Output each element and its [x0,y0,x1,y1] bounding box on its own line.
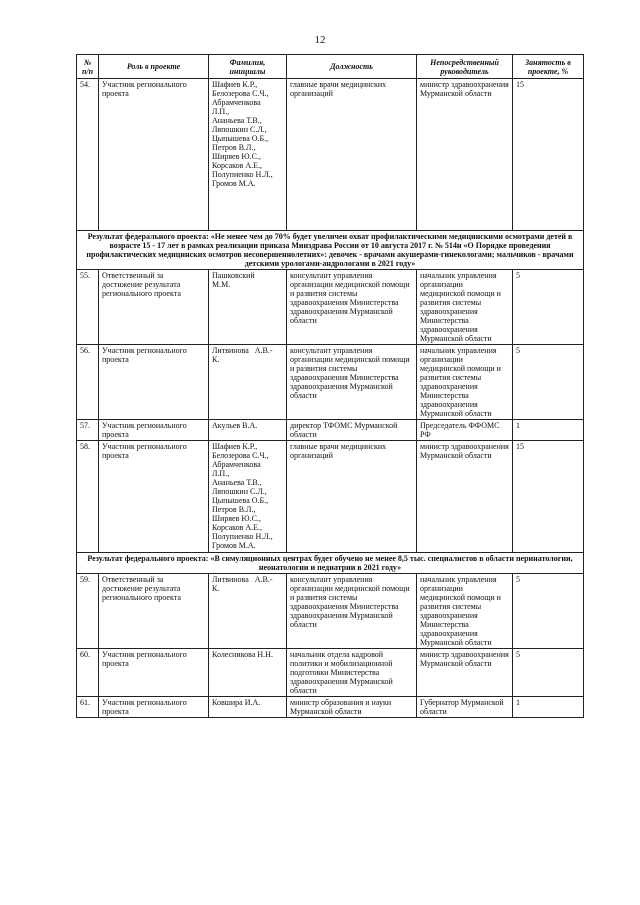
supervisor-cell: начальник управления организации медицинской помощи и развития системы здравоохранения Министерства здравоохранения Мурманской области [417,345,513,420]
federal-result-row [77,553,584,574]
row-number: 59. [77,574,99,649]
participant-name: Абрамченкова [212,98,261,107]
supervisor-cell: министр здравоохранения Мурманской области [417,649,513,697]
share-cell: 15 [513,79,584,231]
position-cell: начальник отдела кадровой политики и мобилизационной подготовки Министерства здравоохранения Мурманской области [287,649,417,697]
page-number: 12 [314,34,326,46]
table-header-row [77,55,584,79]
row-number: 61. [77,697,99,718]
participant-name: Ананьева Т.В., [212,116,262,125]
participant-name: Белозерова С.Ч., [212,89,269,98]
federal-result-text: Результат федерального проекта: «Не менее чем до 70% будет увеличен охват профилактическими медицинскими осмотрами детей в возрасте 15 - 17 лет в рамках реализации приказа Минздрава России от 10 августа 2017 г. № 514н «О Порядке проведения профилактических медицинских осмотров несовершеннолетних»: девочек - врачами акушерами-гинекологами; мальчиков - врачами детскими урологами-андрологами в 2021 году» [77,231,584,270]
position-cell: консультант управления организации медицинской помощи и развития системы здравоохранения Министерства здравоохранения Мурманской области [287,270,417,345]
role-cell: Участник регионального проекта [99,79,209,231]
role-cell: Участник регионального проекта [99,345,209,420]
position-cell: консультант управления организации медицинской помощи и развития системы здравоохранения Министерства здравоохранения Мурманской области [287,345,417,420]
role-cell: Ответственный за достижение результата регионального проекта [99,574,209,649]
role-cell: Ответственный за достижение результата регионального проекта [99,270,209,345]
participant-name: Ляпошкин С.Л., [212,125,267,134]
row-number: 54. [77,79,99,231]
header-role: Роль в проекте [99,55,209,79]
participant-name: К. [212,584,220,593]
participant-name: Акульев В.А. [212,421,258,430]
table-row [77,574,584,649]
participant-name: Громов М.А. [212,541,256,550]
header-position: Должность [287,55,417,79]
name-cell [209,420,287,441]
table-row [77,270,584,345]
participant-name: Цыпышева О.Б., [212,496,269,505]
role-cell: Участник регионального проекта [99,420,209,441]
supervisor-cell: начальник управления организации медицинской помощи и развития системы здравоохранения Министерства здравоохранения Мурманской области [417,270,513,345]
participant-name: Ананьева Т.В., [212,478,262,487]
participant-name: Корсаков А.Е., [212,523,263,532]
supervisor-cell: Председатель ФФОМС РФ [417,420,513,441]
participant-name: Л.П., [212,469,230,478]
table-row [77,79,584,231]
position-cell: консультант управления организации медицинской помощи и развития системы здравоохранения Министерства здравоохранения Мурманской области [287,574,417,649]
name-cell [209,79,287,231]
role-cell: Участник регионального проекта [99,649,209,697]
participant-name: Шафиев К.Р., [212,442,258,451]
supervisor-cell: Губернатор Мурманской области [417,697,513,718]
supervisor-cell: министр здравоохранения Мурманской области [417,441,513,553]
name-cell [209,697,287,718]
share-cell: 1 [513,420,584,441]
name-cell [209,649,287,697]
share-cell: 15 [513,441,584,553]
participant-name: Литвинова А.В.- [212,346,273,355]
participant-name: Ширяев Ю.С., [212,152,261,161]
name-cell [209,574,287,649]
supervisor-cell: начальник управления организации медицинской помощи и развития системы здравоохранения Министерства здравоохранения Мурманской области [417,574,513,649]
share-cell: 1 [513,697,584,718]
participant-name: М.М. [212,280,231,289]
role-cell: Участник регионального проекта [99,697,209,718]
participant-name: Ширяев Ю.С., [212,514,261,523]
federal-result-text: Результат федерального проекта: «В симуляционных центрах будет обучено не менее 8,5 тыс. специалистов в области перинатологии, неонатологии и педиатрии в 2021 году» [77,553,584,574]
participant-name: К. [212,355,220,364]
participant-name: Полупиенко Н.Л., [212,170,273,179]
table-row [77,441,584,553]
participant-name: Полупиенко Н.Л., [212,532,273,541]
participant-name: Л.П., [212,107,230,116]
participant-name: Ляпошкин С.Л., [212,487,267,496]
table-row [77,697,584,718]
table-body [77,79,584,718]
participant-name: Ковшира И.А. [212,698,261,707]
participant-name: Петров В.Л., [212,505,256,514]
position-cell: директор ТФОМС Мурманской области [287,420,417,441]
header-share: Занятость в проекте, % [513,55,584,79]
participant-name: Колесникова Н.Н. [212,650,273,659]
share-cell: 5 [513,270,584,345]
participant-name: Цыпышева О.Б., [212,134,269,143]
header-num: № п/п [77,55,99,79]
header-name: Фамилия, инициалы [209,55,287,79]
name-cell [209,345,287,420]
participant-name: Громов М.А. [212,179,256,188]
share-cell: 5 [513,649,584,697]
participant-name: Корсаков А.Е., [212,161,263,170]
participant-name: Петров В.Л., [212,143,256,152]
table-row [77,420,584,441]
share-cell: 5 [513,574,584,649]
federal-result-row [77,231,584,270]
project-participants-table [76,54,584,718]
participant-name: Пашковский [212,271,255,280]
participant-name: Абрамченкова [212,460,261,469]
row-number: 55. [77,270,99,345]
supervisor-cell: министр здравоохранения Мурманской области [417,79,513,231]
position-cell: главные врачи медицинских организаций [287,441,417,553]
participant-name: Литвинова А.В.- [212,575,273,584]
row-number: 60. [77,649,99,697]
name-cell [209,441,287,553]
position-cell: главные врачи медицинских организаций [287,79,417,231]
role-cell: Участник регионального проекта [99,441,209,553]
table-row [77,345,584,420]
participant-name: Шафиев К.Р., [212,80,258,89]
row-number: 58. [77,441,99,553]
share-cell: 5 [513,345,584,420]
name-cell [209,270,287,345]
participant-name: Белозерова С.Ч., [212,451,269,460]
row-number: 57. [77,420,99,441]
position-cell: министр образования и науки Мурманской области [287,697,417,718]
table-row [77,649,584,697]
row-number: 56. [77,345,99,420]
header-supervisor: Непосредственный руководитель [417,55,513,79]
